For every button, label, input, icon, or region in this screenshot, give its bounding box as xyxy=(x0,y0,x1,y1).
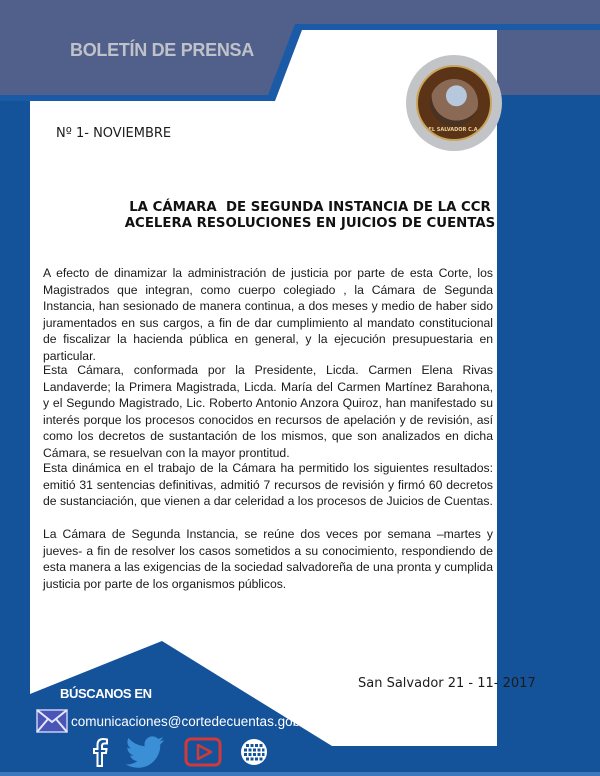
find-us-label: BÚSCANOS EN xyxy=(60,686,152,701)
social-links xyxy=(92,736,286,768)
facebook-icon[interactable] xyxy=(92,737,108,767)
paragraph-2: Esta Cámara, conformada por la Presidente, Licda. Carmen Elena Rivas Landaverde; la Primera Magistrada, Licda. María del Carmen Martínez Barahona, y el Segundo Magistrado, Lic. Roberto Antonio Anzora Quiroz, han manifestado su interés porque los procesos conocidos en recursos de apelación y de revisión, así como los decretos de sustantación de los mismos, que son analizados en dicha Cámara, se resuelvan con la mayor prontitud. xyxy=(43,363,493,460)
twitter-icon[interactable] xyxy=(126,736,166,768)
dateline: San Salvador 21 - 11- 2017 xyxy=(358,676,536,691)
seal-bottom-text: EL SALVADOR C.A. xyxy=(428,127,480,133)
seal-emblem xyxy=(416,65,492,141)
issue-number: Nº 1- NOVIEMBRE xyxy=(56,126,172,141)
youtube-icon[interactable] xyxy=(184,737,222,767)
headline-line-2: ACELERA RESOLUCIONES EN JUICIOS DE CUENTAS xyxy=(124,216,496,231)
bulletin-title: BOLETÍN DE PRENSA xyxy=(70,40,254,60)
headline-line-1: LA CÁMARA DE SEGUNDA INSTANCIA DE LA CCR xyxy=(129,200,491,215)
paragraph-4: La Cámara de Segunda Instancia, se reúne dos veces por semana –martes y jueves- a fin de resolver los casos sometidos a su conocimiento, respondiendo de esta manera a las exigencias de la sociedad salvadoreña de una pronta y cumplida justicia por parte de los organismos públicos. xyxy=(43,527,493,591)
building-image xyxy=(430,79,478,127)
globe-icon[interactable] xyxy=(240,738,268,766)
bottom-strip xyxy=(0,772,600,776)
institution-seal-icon xyxy=(406,55,502,151)
email-address: comunicaciones@cortedecuentas.gob.sv xyxy=(71,713,318,729)
headline xyxy=(70,200,550,232)
envelope-icon xyxy=(36,709,68,733)
email-link[interactable] xyxy=(36,708,317,734)
paragraph-1: A efecto de dinamizar la administración de justicia por parte de esta Corte, los Magistrados que integran, como cuerpo colegiado , la Cámara de Segunda Instancia, han sesionado de manera continua, a dos meses y medio de haber sido juramentados en sus cargos, a fin de dar cumplimiento al mandato constitucional de fiscalizar la hacienda pública en general, y la ejecución presupuestaria en particular. xyxy=(43,266,493,363)
paragraph-3: Esta dinámica en el trabajo de la Cámara ha permitido los siguientes resultados: emitió 31 sentencias definitivas, admitió 7 recursos de revisión y firmó 60 decretos de sustanciación, que vienen a dar celeridad a los procesos de Juicios de Cuentas. xyxy=(43,461,493,509)
